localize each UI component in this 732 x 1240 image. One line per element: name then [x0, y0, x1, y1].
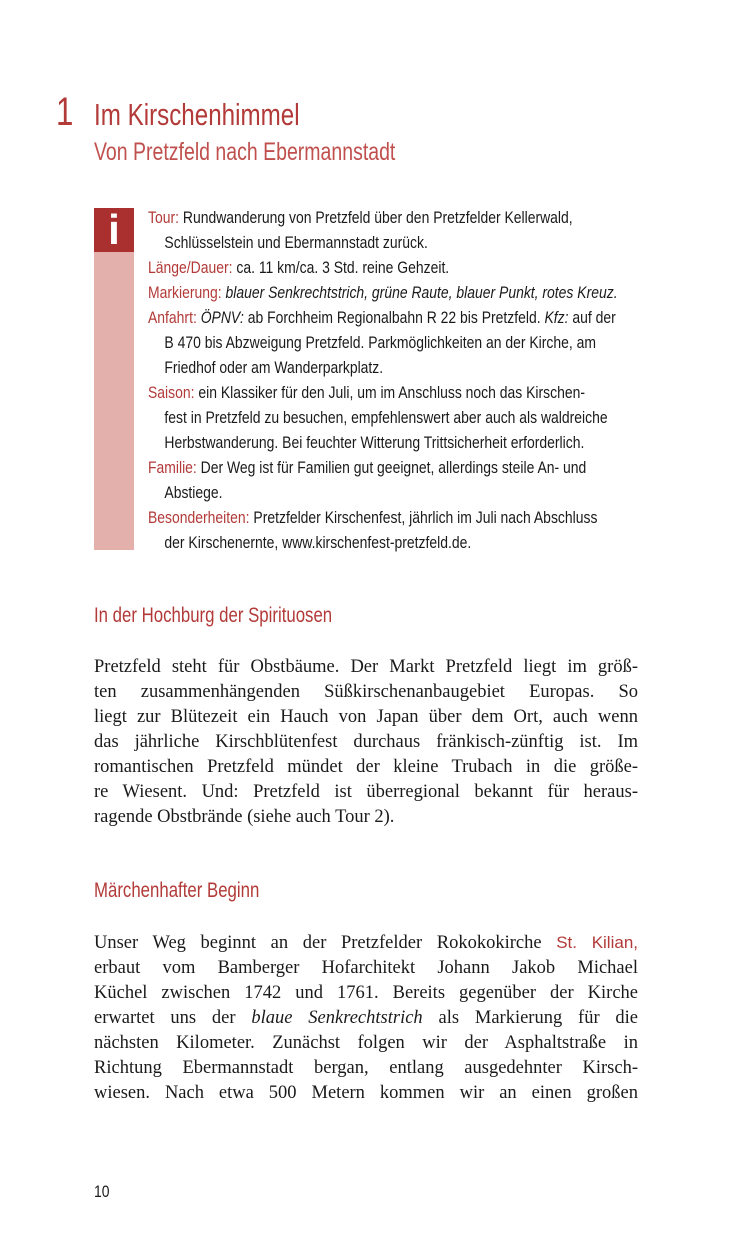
info-row-familie [148, 455, 648, 505]
text-line: nächsten Kilometer. Zunächst folgen wir der Asphaltstraße in [94, 1033, 638, 1053]
info-text: Kfz: [544, 308, 569, 327]
text-line: romantischen Pretzfeld mündet der kleine Trubach in die größe- [94, 757, 638, 777]
info-text: blauer Senkrechtstrich, grüne Raute, blauer Punkt, rotes Kreuz. [225, 283, 618, 302]
info-key: Familie: [148, 458, 197, 477]
info-icon: i [94, 208, 134, 252]
text-line: Richtung Ebermannstadt bergan, entlang ausgedehnter Kirsch- [94, 1058, 638, 1078]
info-key: Besonderheiten: [148, 508, 250, 527]
text-line: ragende Obstbrände (siehe auch Tour 2). [94, 807, 395, 827]
place-st-kilian: St. Kilian, [556, 933, 638, 952]
info-key: Anfahrt: [148, 308, 197, 327]
info-row-laenge [148, 255, 648, 280]
paragraph-pretzfeld [94, 655, 638, 830]
info-row-besonderheiten [148, 505, 648, 555]
info-key: Länge/Dauer: [148, 258, 233, 277]
text-line: liegt zur Blütezeit ein Hauch von Japan über dem Ort, auch wenn [94, 707, 638, 727]
info-text: Herbstwanderung. Bei feuchter Witterung Trittsicherheit erforderlich. [164, 433, 585, 452]
info-text: auf der [572, 308, 616, 327]
info-text: ÖPNV: [200, 308, 244, 327]
text-line: ten zusammenhängenden Süßkirschenanbaugebiet Europas. So [94, 682, 638, 702]
info-row-anfahrt [148, 305, 648, 380]
info-row-tour [148, 205, 648, 255]
info-text: Pretzfelder Kirschenfest, jährlich im Juli nach Abschluss [253, 508, 598, 527]
text-span: Unser Weg beginnt an der Pretzfelder Rokokokirche [94, 933, 542, 953]
paragraph-beginn [94, 930, 638, 1106]
info-bar [94, 208, 134, 550]
info-text: Der Weg ist für Familien gut geeignet, allerdings steile An- und [200, 458, 587, 477]
chapter-number: 1 [56, 90, 74, 134]
text-line: erbaut vom Bamberger Hofarchitekt Johann Jakob Michael [94, 958, 638, 978]
info-text: der Kirschenernte, www.kirschenfest-pretzfeld.de. [164, 533, 472, 552]
info-text: Abstiege. [164, 483, 223, 502]
text-line: das jährliche Kirschblütenfest durchaus fränkisch-zünftig ist. Im [94, 732, 638, 752]
text-span: erwartet uns der [94, 1008, 236, 1028]
info-key: Saison: [148, 383, 195, 402]
chapter-subtitle: Von Pretzfeld nach Ebermannstadt [94, 138, 396, 166]
text-line: Pretzfeld steht für Obstbäume. Der Markt Pretzfeld liegt im größ- [94, 657, 638, 677]
info-text: Schlüsselstein und Ebermannstadt zurück. [164, 233, 428, 252]
info-text: Rundwanderung von Pretzfeld über den Pretzfelder Kellerwald, [182, 208, 573, 227]
info-key: Tour: [148, 208, 179, 227]
chapter-title: Im Kirschenhimmel [94, 97, 300, 132]
info-row-markierung [148, 280, 648, 305]
text-line: wiesen. Nach etwa 500 Metern kommen wir an einen großen [94, 1083, 638, 1103]
section-heading-beginn: Märchenhafter Beginn [94, 879, 260, 902]
text-line [94, 1006, 638, 1031]
text-span: als Markierung für die [438, 1008, 639, 1028]
info-text: Friedhof oder am Wanderparkplatz. [164, 358, 384, 377]
text-line: Küchel zwischen 1742 und 1761. Bereits gegenüber der Kirche [94, 983, 638, 1003]
info-row-saison [148, 380, 648, 455]
text-line [94, 930, 638, 956]
info-text: ein Klassiker für den Juli, um im Anschluss noch das Kirschen- [198, 383, 585, 402]
section-heading-spirituosen: In der Hochburg der Spirituosen [94, 604, 333, 627]
page-number: 10 [94, 1182, 110, 1201]
text-line: re Wiesent. Und: Pretzfeld ist überregional bekannt für heraus- [94, 782, 638, 802]
info-key: Markierung: [148, 283, 222, 302]
info-text: fest in Pretzfeld zu besuchen, empfehlenswert aber auch als waldreiche [164, 408, 608, 427]
info-text: B 470 bis Abzweigung Pretzfeld. Parkmöglichkeiten an der Kirche, am [164, 333, 597, 352]
info-text: ab Forchheim Regionalbahn R 22 bis Pretzfeld. [247, 308, 541, 327]
info-box [148, 205, 648, 555]
info-text: ca. 11 km/ca. 3 Std. reine Gehzeit. [236, 258, 450, 277]
marker-name: blaue Senkrechtstrich [251, 1008, 423, 1028]
